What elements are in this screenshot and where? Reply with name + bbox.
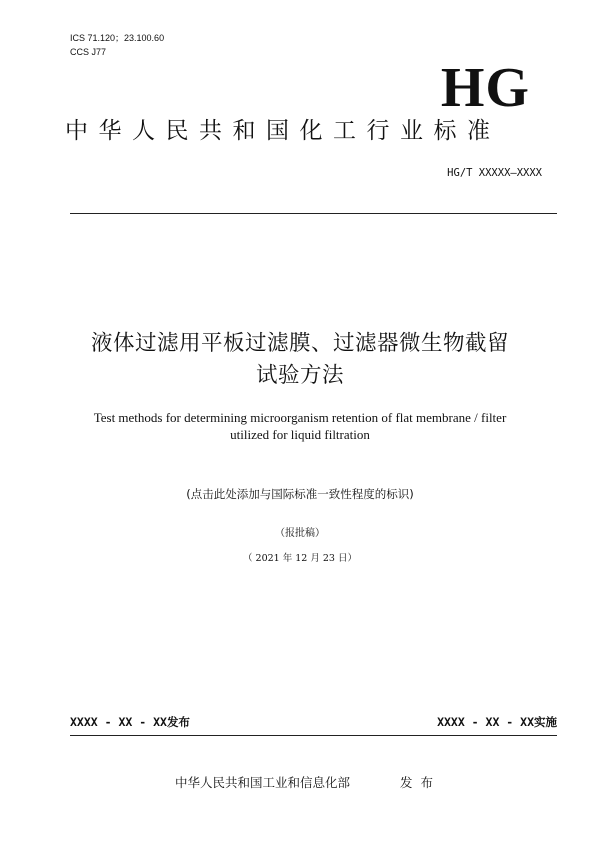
publish-date-value: XXXX - XX - XX xyxy=(70,715,167,729)
english-title xyxy=(40,409,560,443)
top-divider xyxy=(70,213,557,214)
standard-name: 中华人民共和国化工行业标准 xyxy=(65,118,501,144)
draft-date: （ 2021 年 12 月 23 日） xyxy=(243,553,357,564)
implement-label: 实施 xyxy=(534,715,557,729)
conformity-note[interactable]: (点击此处添加与国际标准一致性程度的标识) xyxy=(186,487,414,501)
publish-label: 发布 xyxy=(166,715,190,729)
issue-label: 发布 xyxy=(400,775,442,790)
english-title-line-2: utilized for liquid filtration xyxy=(230,427,370,442)
standard-number: HG/T XXXXX—XXXX xyxy=(447,167,542,179)
chinese-title xyxy=(40,328,560,392)
implement-date xyxy=(380,714,557,730)
implement-date-value: XXXX - XX - XX xyxy=(437,715,534,729)
publish-date xyxy=(70,714,190,730)
ics-code: ICS 71.120；23.100.60 xyxy=(70,33,165,43)
english-title-line-1: Test methods for determining microorganism retention of flat membrane / filter xyxy=(93,410,507,425)
chinese-title-line-2: 试验方法 xyxy=(255,363,344,388)
hg-logo: HG xyxy=(440,57,530,119)
ccs-code: CCS J77 xyxy=(70,47,107,57)
bottom-divider xyxy=(70,735,557,736)
chinese-title-line-1: 液体过滤用平板过滤膜、过滤器微生物截留 xyxy=(90,331,509,356)
issuing-authority: 中华人民共和国工业和信息化部 xyxy=(175,775,351,790)
draft-status: （报批稿） xyxy=(275,528,325,539)
